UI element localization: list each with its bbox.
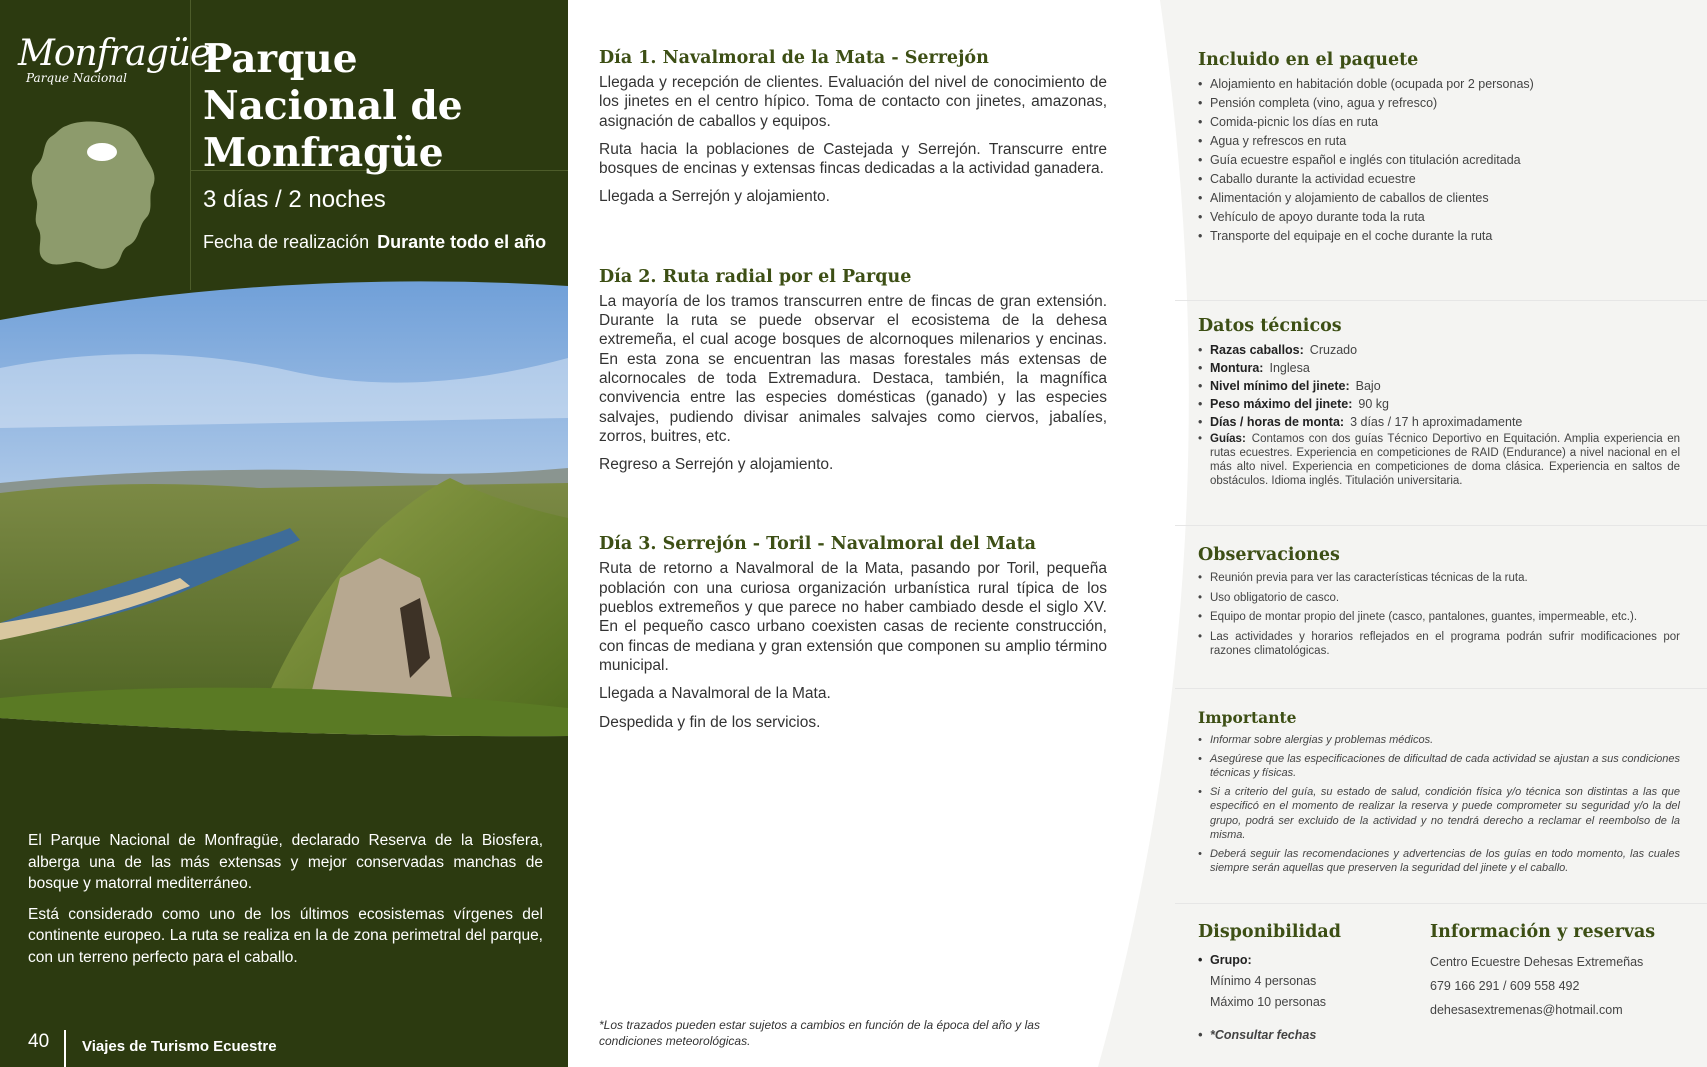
availability-section — [1198, 922, 1398, 1046]
page-title: Parque Nacional de Monfragüe — [203, 36, 463, 176]
important-title: Importante — [1198, 708, 1297, 727]
booking-info-section — [1430, 922, 1690, 1022]
list-item: • Informar sobre alergias y problemas médicos. — [1198, 733, 1680, 748]
list-item: • Asegúrese que las especificaciones de dificultad de cada actividad se ajustan a sus condiciones técnicas y físicas. — [1198, 752, 1680, 781]
page-number: 40 — [28, 1031, 50, 1052]
left-panel — [0, 0, 568, 1067]
day-paragraph: Despedida y fin de los servicios. — [599, 713, 821, 731]
monfrague-landscape-photo — [0, 278, 568, 773]
group-min: Mínimo 4 personas — [1210, 974, 1317, 988]
center-name: Centro Ecuestre Dehesas Extremeñas — [1430, 955, 1644, 969]
observations-section — [1198, 545, 1680, 664]
day-3-section — [599, 534, 1107, 731]
list-item: • Caballo durante la actividad ecuestre — [1198, 171, 1680, 187]
itinerary-column — [599, 48, 1107, 778]
list-item: • Pensión completa (vino, agua y refresco) — [1198, 95, 1680, 111]
section-divider — [1175, 525, 1707, 526]
day-paragraph: Ruta hacia la poblaciones de Castejada y Serrejón. Transcurre entre bosques de encinas y extensas fincas dedicadas a la actividad ganadera. — [599, 140, 1107, 178]
included-section — [1198, 50, 1680, 247]
section-divider — [1175, 688, 1707, 689]
list-item: • Deberá seguir las recomendaciones y advertencias de los guías en todo momento, las cuales siempre serán aquellas que preserven la seguridad del jinete y el caballo. — [1198, 847, 1680, 876]
day-2-section — [599, 267, 1107, 475]
trip-duration: 3 días / 2 noches — [203, 186, 386, 213]
technical-section — [1198, 316, 1680, 490]
phone-numbers: 679 166 291 / 609 558 492 — [1430, 979, 1580, 993]
consult-dates: • *Consultar fechas — [1198, 1025, 1398, 1046]
extremadura-map-icon — [28, 118, 168, 273]
observations-list — [1198, 571, 1680, 659]
intro-paragraph: El Parque Nacional de Monfragüe, declarado Reserva de la Biosfera, alberga una de las más extensas y mejor conservadas manchas de bosque y matorral mediterráneo. — [28, 832, 543, 892]
included-list — [1198, 76, 1680, 244]
trip-date — [203, 232, 546, 253]
route-note: *Los trazados pueden estar sujetos a cambios en función de la época del año y las condiciones meteorológicas. — [599, 1018, 1040, 1048]
list-item: • Vehículo de apoyo durante toda la ruta — [1198, 209, 1680, 225]
list-item: • Guías: Contamos con dos guías Técnico Deportivo en Equitación. Amplia experiencia en rutas ecuestres. Experiencia en competiciones de RAID (Endurance) a nivel nacional en el más alto nivel. Experiencia en competiciones de doma clásica. Experiencia en saltos de obstáculos. Idioma inglés. Titulación universitaria. — [1198, 432, 1680, 488]
list-item: • Guía ecuestre español e inglés con titulación acreditada — [1198, 152, 1680, 168]
day-paragraph: Llegada a Serrejón y alojamiento. — [599, 188, 830, 206]
important-list — [1198, 733, 1680, 876]
list-item: • Comida-picnic los días en ruta — [1198, 114, 1680, 130]
list-item: • Si a criterio del guía, su estado de salud, condición física y/o técnica son distintas a las que especificó en el momento de realizar la reserva y puede comprometer su seguridad y/o la del grupo, podrá ser excluido de la actividad y no tendrá derecho a reclamar el reembolso de la misma. — [1198, 785, 1680, 843]
list-item: • Reunión previa para ver las características técnicas de la ruta. — [1198, 571, 1680, 586]
list-item: • Días / horas de monta: 3 días / 17 h aproximadamente — [1198, 414, 1680, 430]
list-item: • Transporte del equipaje en el coche durante la ruta — [1198, 228, 1680, 244]
monfrague-logo: Monfragüe Parque Nacional — [18, 33, 211, 85]
day-paragraph: Ruta de retorno a Navalmoral de la Mata, pasando por Toril, pequeña población con una curiosa organización urbanística rural típica de los pueblos extremeños y que parece no haber cambiado desde el siglo XV. En el pequeño casco urbano coexisten casas de reciente construcción, con fincas de mediana y gran extensión que componen su amplio término municipal. — [599, 560, 1107, 674]
day-1-title: Día 1. Navalmoral de la Mata - Serrejón — [599, 48, 989, 68]
section-divider — [1175, 903, 1707, 904]
day-paragraph: La mayoría de los tramos transcurren entre de fincas de gran extensión. Durante la ruta se puede observar el ecosistema de la dehesa extremeña, el cual acoge bosques de alcornoques milenarios y encinas. En esta zona se encuentran las masas forestales más extensas de alcornocales de toda Extremadura. Destaca, también, la magnífica convivencia entre las especies domésticas (ganado) y las especies salvajes, pudiendo divisar animales salvajes como ciervos, jabalíes, zorros, buitres, etc. — [599, 292, 1107, 445]
email-address[interactable]: dehesasextremenas@hotmail.com — [1430, 1003, 1623, 1017]
footer-divider — [64, 1030, 66, 1067]
list-item: • Equipo de montar propio del jinete (casco, pantalones, guantes, impermeable, etc.). — [1198, 610, 1680, 625]
logo-column — [0, 0, 211, 290]
day-paragraph: Llegada a Navalmoral de la Mata. — [599, 685, 831, 703]
list-item: • Peso máximo del jinete: 90 kg — [1198, 396, 1680, 412]
availability-title: Disponibilidad — [1198, 922, 1341, 942]
technical-list — [1198, 342, 1680, 488]
day-2-title: Día 2. Ruta radial por el Parque — [599, 266, 912, 287]
observations-title: Observaciones — [1198, 545, 1340, 565]
fecha-value: Durante todo el año — [377, 232, 547, 252]
section-divider — [1175, 300, 1707, 301]
technical-title: Datos técnicos — [1198, 316, 1342, 336]
list-item: • Uso obligatorio de casco. — [1198, 591, 1680, 606]
list-item: • Nivel mínimo del jinete: Bajo — [1198, 378, 1680, 394]
day-paragraph: Llegada y recepción de clientes. Evaluación del nivel de conocimiento de los jinetes en el centro hípico. Toma de contacto con jinetes, amazonas, asignación de caballos y equipos. — [599, 74, 1107, 130]
list-item: • Alimentación y alojamiento de caballos de clientes — [1198, 190, 1680, 206]
group-label: • Grupo: — [1198, 950, 1398, 971]
list-item: • Razas caballos: Cruzado — [1198, 342, 1680, 358]
list-item: • Alojamiento en habitación doble (ocupada por 2 personas) — [1198, 76, 1680, 92]
intro-text — [28, 830, 543, 977]
title-box — [191, 0, 568, 176]
intro-paragraph: Está considerado como uno de los últimos ecosistemas vírgenes del continente europeo. La ruta se realiza en la de zona perimetral del parque, con un terreno perfecto para el caballo. — [28, 905, 543, 966]
day-3-title: Día 3. Serrejón - Toril - Navalmoral del Mata — [599, 534, 1037, 555]
fecha-label: Fecha de realización — [203, 232, 370, 252]
group-max: Máximo 10 personas — [1210, 995, 1327, 1009]
important-section — [1198, 708, 1680, 880]
included-title: Incluido en el paquete — [1198, 50, 1419, 70]
booking-info-title: Información y reservas — [1430, 922, 1656, 942]
list-item: • Agua y refrescos en ruta — [1198, 133, 1680, 149]
series-title: Viajes de Turismo Ecuestre — [82, 1038, 277, 1055]
day-paragraph: Regreso a Serrejón y alojamiento. — [599, 456, 834, 474]
list-item: • Montura: Inglesa — [1198, 360, 1680, 376]
day-1-section — [599, 48, 1107, 207]
list-item: • Las actividades y horarios reflejados en el programa podrán sufrir modificaciones por razones climatológicas. — [1198, 630, 1680, 659]
